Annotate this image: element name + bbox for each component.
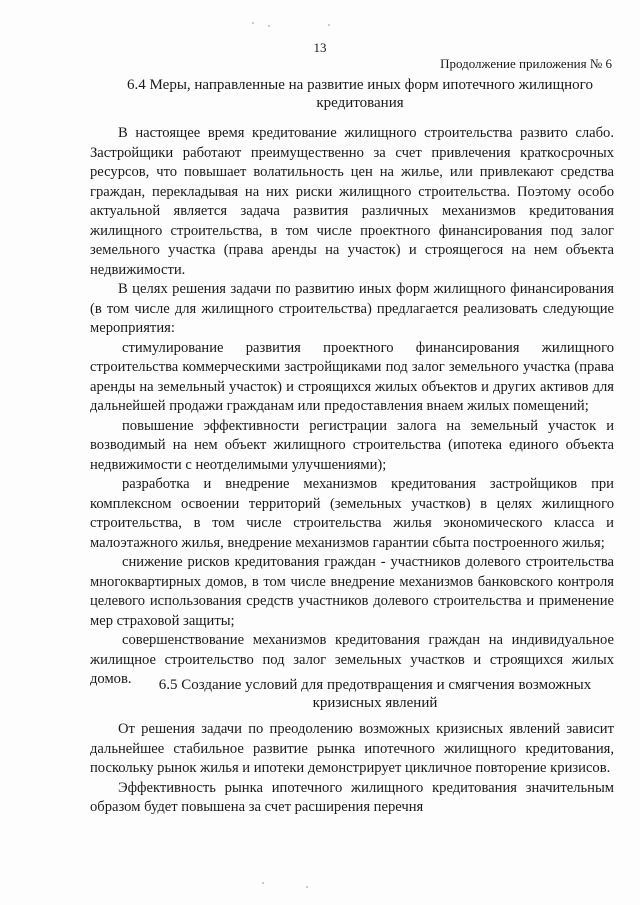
- scan-speck: [262, 882, 264, 884]
- section-body-6-5: [90, 720, 614, 818]
- appendix-note: Продолжение приложения № 6: [440, 56, 612, 71]
- measure-item: совершенствование механизмов кредитования граждан на индивидуальное жилищное строительство под залог земельных участков и строящихся жилых домов.: [90, 632, 614, 687]
- heading-line: кризисных явлений: [312, 695, 438, 711]
- scan-speck: [268, 25, 270, 27]
- paragraph: Эффективность рынка ипотечного жилищного кредитования значительным образом будет повышена за счет расширения перечня: [90, 779, 614, 815]
- paragraph: В целях решения задачи по развитию иных форм жилищного финансирования (в том числе для жилищного строительства) предлагается реализовать следующие мероприятия:: [90, 281, 614, 336]
- scan-speck: [328, 24, 330, 26]
- paragraph: От решения задачи по преодолению возможных кризисных явлений зависит дальнейшее стабильное развитие рынка ипотечного жилищного кредитования, поскольку рынок жилья и ипотеки демонстрирует цикличное повторение кризисов.: [90, 721, 614, 776]
- measure-item: снижение рисков кредитования граждан - участников долевого строительства многоквартирных домов, в том числе внедрение механизмов банковского контроля целевого использования средств участников долевого строительства и применение мер страховой защиты;: [90, 554, 614, 629]
- measure-item: стимулирование развития проектного финансирования жилищного строительства коммерческими застройщиками под залог земельного участка (права аренды на земельный участок) и строящихся жилых объектов и других активов для дальнейшей продажи гражданам или предоставления внаем жилых помещений;: [90, 339, 614, 414]
- section-body-6-4: [90, 124, 614, 690]
- measure-item: разработка и внедрение механизмов кредитования застройщиков при комплексном освоении территорий (земельных участков) в целях жилищного строительства, в том числе строительства жилья экономического класса и малоэтажного жилья, внедрение механизмов гарантии сбыта построенного жилья;: [90, 476, 614, 551]
- heading-line: 6.4 Меры, направленные на развитие иных форм ипотечного жилищного: [127, 77, 593, 93]
- heading-line: 6.5 Создание условий для предотвращения и смягчения возможных: [158, 677, 592, 693]
- scan-speck: [252, 22, 254, 24]
- paragraph: В настоящее время кредитование жилищного строительства развито слабо. Застройщики работают преимущественно за счет привлечения краткосрочных ресурсов, что повышает волатильность цен на жилье, или привлекают средства граждан, перекладывая на них риски жилищного строительства. Поэтому особо актуальной является задача развития различных механизмов кредитования жилищного строительства, в том числе проектного финансирования под залог земельного участка (права аренды на участок) и строящегося на нем объекта недвижимости.: [90, 125, 614, 278]
- measure-item: повышение эффективности регистрации залога на земельный участок и возводимый на нем объект жилищного строительства (ипотека единого объекта недвижимости с неотделимыми улучшениями);: [90, 417, 614, 473]
- heading-line: кредитования: [316, 95, 404, 111]
- section-heading-6-5: [140, 676, 610, 712]
- page-number: 13: [313, 40, 327, 55]
- scan-speck: [306, 886, 308, 888]
- section-heading-6-4: [110, 76, 610, 112]
